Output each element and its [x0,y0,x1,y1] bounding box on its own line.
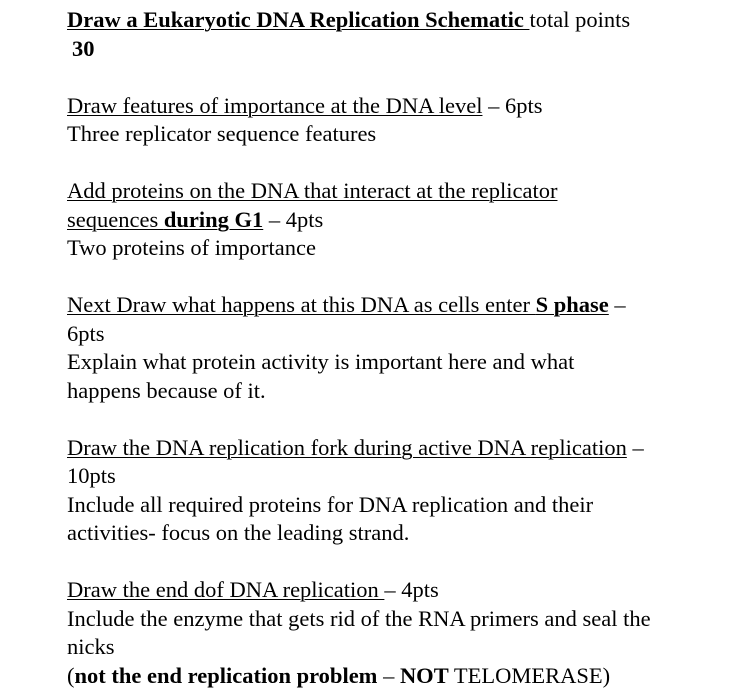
section2-task-line2 [67,206,737,235]
section1-task-line [67,92,737,121]
section2-task-part: sequences [67,206,164,232]
section2-task-line1: Add proteins on the DNA that interact at the replicator [67,178,558,203]
section1-points: – 6pts [482,92,543,118]
document-body [67,6,737,690]
section4-points: 10pts [67,463,116,488]
section5-points: – 4pts [384,577,439,602]
section2-task-emphasis: during G1 [163,206,264,232]
section3-points: 6pts [67,320,105,346]
section3-points-dash: – [608,292,626,317]
section1-task: Draw features of importance at the DNA level [67,92,483,118]
section5-detail-line1: Include the enzyme that gets rid of the RNA primers and seal the [67,605,651,631]
section5-task-line [67,576,737,605]
section3-task-emphasis: S phase [535,292,609,317]
section5-note-not: NOT [399,662,449,688]
section2-points: – 4pts [263,206,324,232]
section5-task: Draw the end dof DNA replication [67,577,385,602]
section3-detail-line1: Explain what protein activity is important here and what [67,349,575,374]
section3-task-line [67,291,737,320]
section3-task: Next Draw what happens at this DNA as cells enter [67,292,536,317]
section5-note: (not the end replication problem – NOT TELOMERASE) [67,662,611,688]
section5-note-emphasis: not the end replication problem [74,662,378,688]
section5-note-rest: TELOMERASE) [448,662,611,688]
document-title: Draw a Eukaryotic DNA Replication Schematic [67,7,530,32]
section4-points-dash: – [626,434,644,460]
section4-detail-line1: Include all required proteins for DNA replication and their [67,491,594,517]
section1-detail: Three replicator sequence features [67,121,377,146]
section3-detail-line2: happens because of it. [67,377,266,403]
section4-detail-line2: activities- focus on the leading strand. [67,520,410,545]
total-points-label: total points [529,7,631,32]
section2-detail: Two proteins of importance [67,235,316,260]
section4-task-line [67,434,737,463]
title-line [67,6,737,35]
total-points-value: 30 [72,35,95,61]
section5-detail-line2: nicks [67,634,115,659]
section4-task: Draw the DNA replication fork during active DNA replication [67,434,627,460]
